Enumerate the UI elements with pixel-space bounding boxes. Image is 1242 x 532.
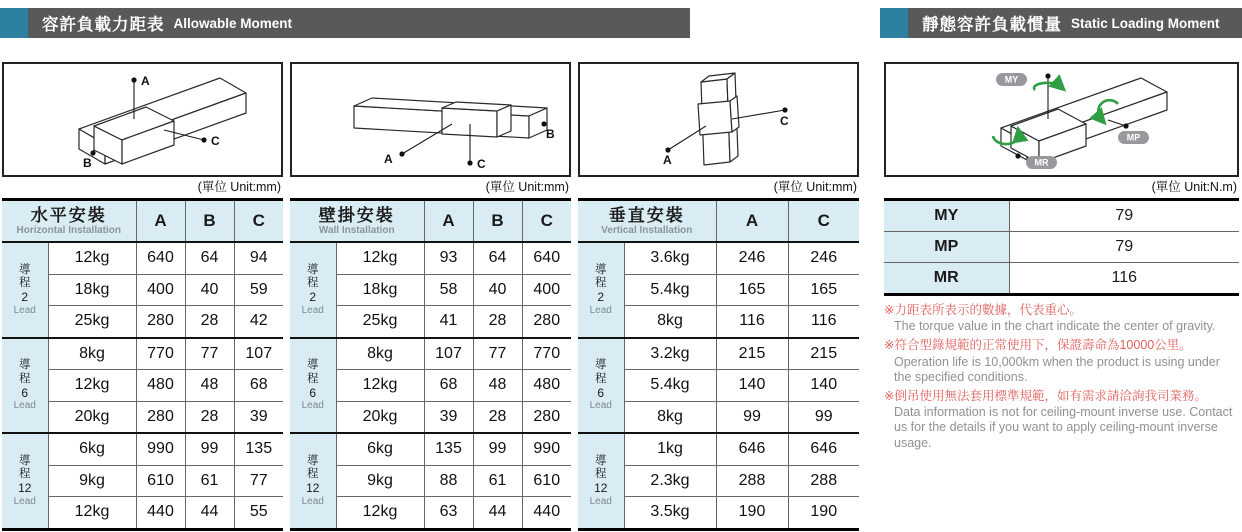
lead-label-zh: 導程 xyxy=(19,359,31,385)
section-title-zh: 靜態容許負載慣量 xyxy=(922,16,1062,34)
value-cell: 77 xyxy=(234,465,283,497)
load-cell: 25kg xyxy=(48,306,136,338)
load-cell: 5.4kg xyxy=(624,370,716,402)
value-cell: 215 xyxy=(788,338,859,370)
lead-label-en: Lead xyxy=(589,400,612,412)
moment-label: MY xyxy=(884,200,1009,232)
value-cell: 165 xyxy=(716,274,788,306)
value-cell: 28 xyxy=(185,306,234,338)
value-cell: 40 xyxy=(185,274,234,306)
point-label-a: A xyxy=(663,153,672,167)
column-header-c: C xyxy=(234,200,283,243)
unit-label: (單位 Unit:mm) xyxy=(485,180,569,194)
value-cell: 28 xyxy=(473,306,522,338)
value-cell: 190 xyxy=(716,497,788,530)
load-cell: 12kg xyxy=(336,242,424,274)
value-cell: 288 xyxy=(788,465,859,497)
value-cell: 140 xyxy=(716,370,788,402)
lead-number: 6 xyxy=(21,385,29,400)
value-cell: 77 xyxy=(473,338,522,370)
value-cell: 48 xyxy=(185,370,234,402)
lead-label-en: Lead xyxy=(13,304,36,316)
lead-cell xyxy=(578,433,624,529)
unit-label: (單位 Unit:N.m) xyxy=(1151,180,1237,194)
point-label-b: B xyxy=(546,127,555,141)
table-row xyxy=(2,433,283,465)
note xyxy=(884,336,1239,385)
load-cell: 8kg xyxy=(48,338,136,370)
value-cell: 94 xyxy=(234,242,283,274)
lead-label-en: Lead xyxy=(13,400,36,412)
table-row xyxy=(2,242,283,274)
lead-label-en: Lead xyxy=(301,304,324,316)
table-title-en: Horizontal Installation xyxy=(16,225,121,237)
header-accent-square xyxy=(880,8,908,38)
value-cell: 42 xyxy=(234,306,283,338)
section-title-en: Static Loading Moment xyxy=(1071,15,1220,31)
value-cell: 41 xyxy=(424,306,473,338)
load-cell: 3.2kg xyxy=(624,338,716,370)
value-cell: 288 xyxy=(716,465,788,497)
table-title xyxy=(578,200,716,243)
value-cell: 28 xyxy=(473,401,522,433)
load-cell: 8kg xyxy=(624,401,716,433)
lead-number: 6 xyxy=(597,385,605,400)
horizontal-installation-diagram xyxy=(2,62,283,177)
value-cell: 68 xyxy=(424,370,473,402)
table-title-zh: 壁掛安裝 xyxy=(318,205,395,225)
lead-label-zh: 導程 xyxy=(307,263,319,290)
column-header-c: C xyxy=(522,200,571,243)
wall-installation-diagram xyxy=(290,62,571,177)
table-title-zh: 水平安裝 xyxy=(30,205,107,225)
note xyxy=(884,387,1239,451)
column-header-b: B xyxy=(185,200,234,243)
lead-cell xyxy=(2,433,48,529)
lead-number: 2 xyxy=(597,290,605,305)
value-cell: 280 xyxy=(136,306,185,338)
load-cell: 20kg xyxy=(48,401,136,433)
value-cell: 63 xyxy=(424,497,473,530)
table-title-en: Vertical Installation xyxy=(601,225,693,237)
header-accent-square xyxy=(0,8,28,38)
column-header-b: B xyxy=(473,200,522,243)
table-header-row xyxy=(578,200,859,243)
moment-badge-mr: MR xyxy=(1034,157,1049,168)
value-cell: 135 xyxy=(234,433,283,465)
value-cell: 990 xyxy=(522,433,571,465)
point-label-c: C xyxy=(211,134,220,148)
load-cell: 20kg xyxy=(336,401,424,433)
value-cell: 646 xyxy=(716,433,788,465)
load-cell: 3.5kg xyxy=(624,497,716,530)
value-cell: 215 xyxy=(716,338,788,370)
lead-label-zh: 導程 xyxy=(19,263,31,290)
lead-cell xyxy=(578,242,624,338)
value-cell: 280 xyxy=(522,401,571,433)
lead-cell xyxy=(290,338,336,434)
value-cell: 640 xyxy=(136,242,185,274)
load-cell: 1kg xyxy=(624,433,716,465)
value-cell: 61 xyxy=(185,465,234,497)
table-title-en: Wall Installation xyxy=(318,225,395,237)
moment-axes-drawing-icon xyxy=(886,64,1237,171)
value-cell: 280 xyxy=(136,401,185,433)
value-cell: 440 xyxy=(136,497,185,530)
vertical-installation-table xyxy=(578,198,859,531)
lead-label-en: Lead xyxy=(589,304,612,316)
value-cell: 93 xyxy=(424,242,473,274)
section-header-allowable-moment xyxy=(0,8,690,38)
lead-label-zh: 導程 xyxy=(307,454,319,481)
load-cell: 18kg xyxy=(48,274,136,306)
value-cell: 58 xyxy=(424,274,473,306)
table-row xyxy=(290,433,571,465)
value-cell: 99 xyxy=(185,433,234,465)
point-label-c: C xyxy=(780,114,789,128)
load-cell: 3.6kg xyxy=(624,242,716,274)
static-loading-table xyxy=(884,198,1239,296)
static-loading-diagram xyxy=(884,62,1239,177)
value-cell: 440 xyxy=(522,497,571,530)
value-cell: 280 xyxy=(522,306,571,338)
note-en: The torque value in the chart indicate the center of gravity. xyxy=(894,319,1216,334)
table-title xyxy=(2,200,136,243)
table-row xyxy=(578,338,859,370)
lead-cell xyxy=(2,242,48,338)
value-cell: 88 xyxy=(424,465,473,497)
lead-cell xyxy=(2,338,48,434)
load-cell: 5.4kg xyxy=(624,274,716,306)
horizontal-installation-section xyxy=(2,62,283,531)
lead-label-zh: 導程 xyxy=(307,359,319,385)
note-zh: ※倒吊使用無法套用標準規範，如有需求請洽詢我司業務。 xyxy=(884,389,1207,403)
value-cell: 68 xyxy=(234,370,283,402)
lead-cell xyxy=(290,242,336,338)
lead-label-en: Lead xyxy=(301,495,324,507)
load-cell: 9kg xyxy=(336,465,424,497)
table-row xyxy=(884,232,1239,263)
point-label-a: A xyxy=(141,74,150,88)
lead-cell xyxy=(578,338,624,434)
table-title xyxy=(290,200,424,243)
vertical-installation-diagram xyxy=(578,62,859,177)
value-cell: 40 xyxy=(473,274,522,306)
lead-number: 2 xyxy=(309,290,317,305)
lead-number: 12 xyxy=(594,481,608,496)
value-cell: 39 xyxy=(234,401,283,433)
load-cell: 12kg xyxy=(48,242,136,274)
value-cell: 770 xyxy=(136,338,185,370)
moment-label: MR xyxy=(884,263,1009,295)
table-header-row xyxy=(2,200,283,243)
lead-label-zh: 導程 xyxy=(595,359,607,385)
value-cell: 610 xyxy=(522,465,571,497)
lead-label-en: Lead xyxy=(589,495,612,507)
load-cell: 8kg xyxy=(336,338,424,370)
point-label-b: B xyxy=(83,156,92,170)
table-header-row xyxy=(290,200,571,243)
table-row xyxy=(884,263,1239,295)
value-cell: 116 xyxy=(716,306,788,338)
lead-number: 12 xyxy=(306,481,320,496)
wall-installation-section xyxy=(290,62,571,531)
note xyxy=(884,301,1239,334)
load-cell: 8kg xyxy=(624,306,716,338)
load-cell: 6kg xyxy=(336,433,424,465)
value-cell: 480 xyxy=(522,370,571,402)
lead-label-zh: 導程 xyxy=(19,454,31,481)
value-cell: 400 xyxy=(522,274,571,306)
note-zh: ※符合型錄規範的正常使用下，保證壽命為10000公里。 xyxy=(884,338,1192,353)
load-cell: 6kg xyxy=(48,433,136,465)
table-row xyxy=(578,433,859,465)
load-cell: 9kg xyxy=(48,465,136,497)
value-cell: 48 xyxy=(473,370,522,402)
value-cell: 610 xyxy=(136,465,185,497)
value-cell: 400 xyxy=(136,274,185,306)
lead-number: 6 xyxy=(309,385,317,400)
table-title-zh: 垂直安裝 xyxy=(608,205,685,225)
table-row xyxy=(290,242,571,274)
load-cell: 12kg xyxy=(48,497,136,530)
load-cell: 12kg xyxy=(336,370,424,402)
value-cell: 77 xyxy=(185,338,234,370)
lead-label-en: Lead xyxy=(13,495,36,507)
moment-badge-mp: MP xyxy=(1126,132,1141,143)
column-header-c: C xyxy=(788,200,859,243)
section-title-en: Allowable Moment xyxy=(173,15,293,31)
value-cell: 140 xyxy=(788,370,859,402)
value-cell: 770 xyxy=(522,338,571,370)
static-loading-section xyxy=(884,62,1239,453)
value-cell: 246 xyxy=(788,242,859,274)
horizontal-installation-table xyxy=(2,198,283,531)
unit-label: (單位 Unit:mm) xyxy=(773,180,857,194)
value-cell: 61 xyxy=(473,465,522,497)
load-cell: 12kg xyxy=(336,497,424,530)
lead-cell xyxy=(290,433,336,529)
value-cell: 39 xyxy=(424,401,473,433)
value-cell: 59 xyxy=(234,274,283,306)
value-cell: 107 xyxy=(424,338,473,370)
footnotes xyxy=(884,301,1239,451)
horizontal-slide-drawing-icon xyxy=(4,64,281,173)
moment-value: 116 xyxy=(1009,263,1239,295)
table-row xyxy=(290,338,571,370)
value-cell: 480 xyxy=(136,370,185,402)
value-cell: 28 xyxy=(185,401,234,433)
value-cell: 990 xyxy=(136,433,185,465)
column-header-a: A xyxy=(424,200,473,243)
unit-label: (單位 Unit:mm) xyxy=(197,180,281,194)
vertical-slide-drawing-icon xyxy=(580,64,857,173)
section-header-static-loading-moment xyxy=(880,8,1242,38)
value-cell: 55 xyxy=(234,497,283,530)
lead-label-zh: 導程 xyxy=(595,263,607,290)
value-cell: 44 xyxy=(185,497,234,530)
note-en: Operation life is 10,000km when the product is using under the specified conditions. xyxy=(894,354,1220,384)
section-title-zh: 容許負載力距表 xyxy=(42,16,165,34)
value-cell: 246 xyxy=(716,242,788,274)
moment-value: 79 xyxy=(1009,200,1239,232)
value-cell: 99 xyxy=(788,401,859,433)
lead-number: 12 xyxy=(18,481,32,496)
table-row xyxy=(2,338,283,370)
value-cell: 99 xyxy=(716,401,788,433)
value-cell: 64 xyxy=(473,242,522,274)
wall-slide-drawing-icon xyxy=(292,64,569,173)
value-cell: 44 xyxy=(473,497,522,530)
load-cell: 12kg xyxy=(48,370,136,402)
lead-label-zh: 導程 xyxy=(595,454,607,481)
value-cell: 646 xyxy=(788,433,859,465)
value-cell: 190 xyxy=(788,497,859,530)
value-cell: 99 xyxy=(473,433,522,465)
lead-number: 2 xyxy=(21,290,29,305)
note-zh: ※力距表所表示的數據，代表重心。 xyxy=(884,303,1082,317)
wall-installation-table xyxy=(290,198,571,531)
lead-label-en: Lead xyxy=(301,400,324,412)
value-cell: 165 xyxy=(788,274,859,306)
table-row xyxy=(578,242,859,274)
value-cell: 64 xyxy=(185,242,234,274)
load-cell: 2.3kg xyxy=(624,465,716,497)
column-header-a: A xyxy=(716,200,788,243)
value-cell: 135 xyxy=(424,433,473,465)
note-en: Data information is not for ceiling-mount inverse use. Contact us for the details if you want to apply ceiling-mount inverse usage. xyxy=(894,405,1233,450)
load-cell: 25kg xyxy=(336,306,424,338)
moment-value: 79 xyxy=(1009,232,1239,263)
point-label-c: C xyxy=(477,157,486,171)
table-row xyxy=(884,200,1239,232)
value-cell: 640 xyxy=(522,242,571,274)
vertical-installation-section xyxy=(578,62,859,531)
column-header-a: A xyxy=(136,200,185,243)
point-label-a: A xyxy=(384,152,393,166)
moment-label: MP xyxy=(884,232,1009,263)
moment-badge-my: MY xyxy=(1004,74,1019,85)
value-cell: 116 xyxy=(788,306,859,338)
value-cell: 107 xyxy=(234,338,283,370)
load-cell: 18kg xyxy=(336,274,424,306)
